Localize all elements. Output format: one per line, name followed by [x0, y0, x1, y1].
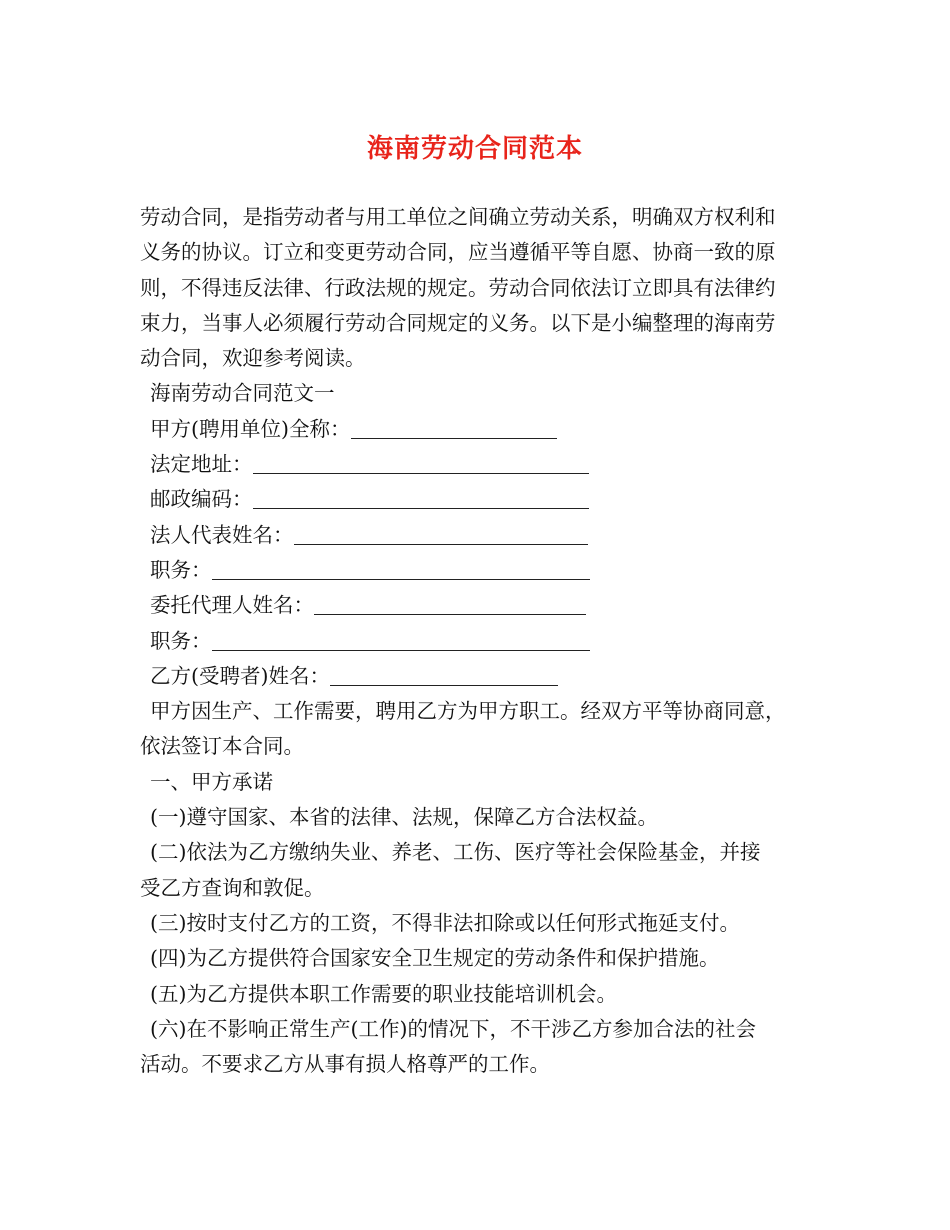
list-item — [140, 1012, 820, 1083]
field-party-a-name — [140, 412, 820, 447]
list-item — [140, 835, 820, 906]
intro-line: 义务的协议。订立和变更劳动合同，应当遵循平等自愿、协商一致的原 — [140, 240, 776, 265]
list-item — [140, 800, 820, 835]
fill-in-blank — [212, 628, 590, 651]
field-legal-representative — [140, 518, 820, 553]
field-label: 乙方(受聘者)姓名： — [150, 663, 330, 688]
field-label: 甲方(聘用单位)全称： — [150, 416, 351, 441]
item-line: (五)为乙方提供本职工作需要的职业技能培训机会。 — [150, 981, 617, 1006]
intro-line: 则，不得违反法律、行政法规的规定。劳动合同依法订立即具有法律约 — [140, 275, 776, 300]
item-line: 活动。不要求乙方从事有损人格尊严的工作。 — [140, 1052, 550, 1077]
field-agent-name — [140, 588, 820, 623]
document-body — [140, 200, 820, 1082]
agreement-paragraph — [140, 694, 820, 765]
intro-line: 劳动合同，是指劳动者与用工单位之间确立劳动关系，明确双方权利和 — [140, 205, 776, 229]
list-item — [140, 941, 820, 976]
item-line: (三)按时支付乙方的工资，不得非法扣除或以任何形式拖延支付。 — [150, 910, 740, 935]
list-item — [140, 906, 820, 941]
fill-in-blank — [253, 451, 589, 474]
item-line: (二)依法为乙方缴纳失业、养老、工伤、医疗等社会保险基金，并接 — [150, 840, 761, 865]
agreement-line: 甲方因生产、工作需要，聘用乙方为甲方职工。经双方平等协商同意， — [150, 699, 786, 724]
item-line: (一)遵守国家、本省的法律、法规，保障乙方合法权益。 — [150, 805, 658, 830]
section-items — [140, 800, 820, 1082]
field-label: 职务： — [150, 557, 212, 582]
section-heading: 一、甲方承诺 — [150, 769, 273, 794]
intro-line: 动合同，欢迎参考阅读。 — [140, 346, 366, 371]
list-item — [140, 977, 820, 1012]
fill-in-blank — [253, 486, 589, 509]
field-label: 法定地址： — [150, 452, 253, 477]
sample-heading: 海南劳动合同范文一 — [150, 381, 335, 406]
intro-line: 束力，当事人必须履行劳动合同规定的义务。以下是小编整理的海南劳 — [140, 310, 776, 335]
fill-in-blank — [212, 557, 590, 580]
field-label: 职务： — [150, 628, 212, 653]
fill-in-blank — [294, 522, 588, 545]
field-position — [140, 553, 820, 588]
fill-in-blank — [330, 663, 558, 686]
party-fields — [140, 412, 820, 694]
field-legal-address — [140, 447, 820, 482]
field-postal-code — [140, 482, 820, 517]
field-label: 法人代表姓名： — [150, 522, 294, 547]
document-title: 海南劳动合同范本 — [366, 134, 583, 164]
field-agent-position — [140, 624, 820, 659]
fill-in-blank — [314, 592, 586, 615]
item-line: (六)在不影响正常生产(工作)的情况下，不干涉乙方参加合法的社会 — [150, 1016, 756, 1041]
fill-in-blank — [351, 416, 557, 439]
agreement-line: 依法签订本合同。 — [140, 734, 304, 759]
field-party-b-name — [140, 659, 820, 694]
field-label: 委托代理人姓名： — [150, 593, 314, 618]
field-label: 邮政编码： — [150, 487, 253, 512]
intro-paragraph — [140, 200, 820, 376]
item-line: 受乙方查询和敦促。 — [140, 875, 325, 900]
item-line: (四)为乙方提供符合国家安全卫生规定的劳动条件和保护措施。 — [150, 946, 720, 971]
